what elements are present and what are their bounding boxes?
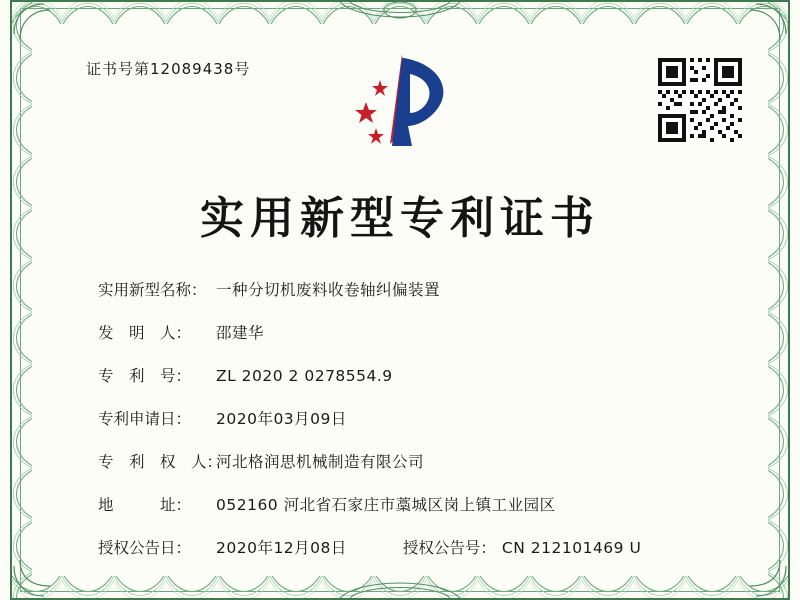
field-label: 地 址： <box>98 496 192 514</box>
field-value: 河北格润思机械制造有限公司 <box>216 453 425 471</box>
grant-number-label: 授权公告号： <box>402 539 496 557</box>
field-value: 邵建华 <box>216 324 265 342</box>
patent-fields <box>98 278 730 558</box>
field-value: ZL 2020 2 0278554.9 <box>216 367 393 385</box>
field-row-inventor <box>98 321 730 343</box>
field-row-grant <box>98 536 730 558</box>
patent-office-logo-icon <box>352 50 462 165</box>
field-row-utility-model-name <box>98 278 730 300</box>
field-value: 2020年03月09日 <box>216 410 347 428</box>
field-value: 052160 河北省石家庄市藁城区岗上镇工业园区 <box>216 496 556 514</box>
field-label: 专 利 号： <box>98 367 192 385</box>
field-value: 一种分切机废料收卷轴纠偏装置 <box>216 281 441 299</box>
grant-number-value: CN 212101469 U <box>501 539 642 557</box>
field-label: 实用新型名称： <box>98 281 207 299</box>
field-row-patent-number <box>98 364 730 386</box>
field-label: 专利申请日： <box>98 410 192 428</box>
field-row-patentee <box>98 450 730 472</box>
page-title: 实用新型专利证书 <box>200 193 600 244</box>
field-row-address <box>98 493 730 515</box>
qr-code <box>658 58 742 142</box>
field-row-application-date <box>98 407 730 429</box>
field-label: 发 明 人： <box>98 324 192 342</box>
certificate-number: 证书号第12089438号 <box>86 60 251 78</box>
grant-date-label: 授权公告日： <box>98 539 192 557</box>
grant-date-value: 2020年12月08日 <box>216 539 347 557</box>
field-label: 专 利 权 人： <box>98 453 223 471</box>
